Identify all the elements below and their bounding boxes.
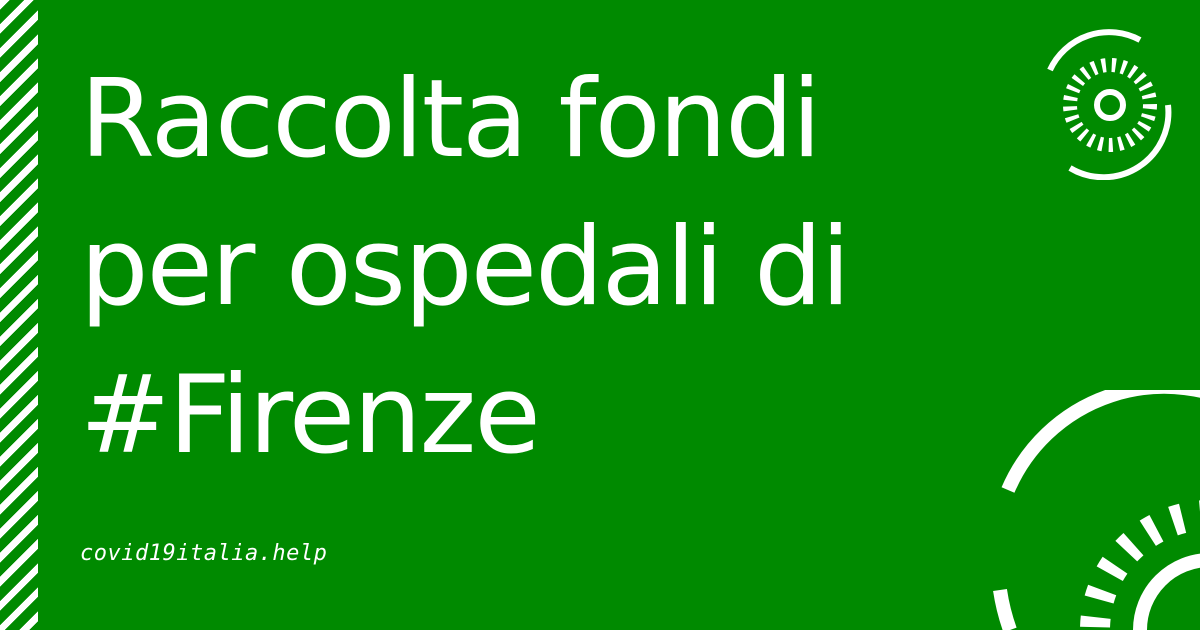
title-line-1: Raccolta fondi — [80, 57, 820, 182]
virus-logo-large-icon — [990, 390, 1200, 630]
title-line-3: #Firenze — [80, 353, 539, 478]
striped-border — [0, 0, 38, 630]
site-url: covid19italia.help — [80, 541, 328, 566]
title-line-2: per ospedali di — [80, 205, 849, 330]
page-title — [80, 46, 849, 490]
virus-logo-icon — [1030, 10, 1180, 180]
